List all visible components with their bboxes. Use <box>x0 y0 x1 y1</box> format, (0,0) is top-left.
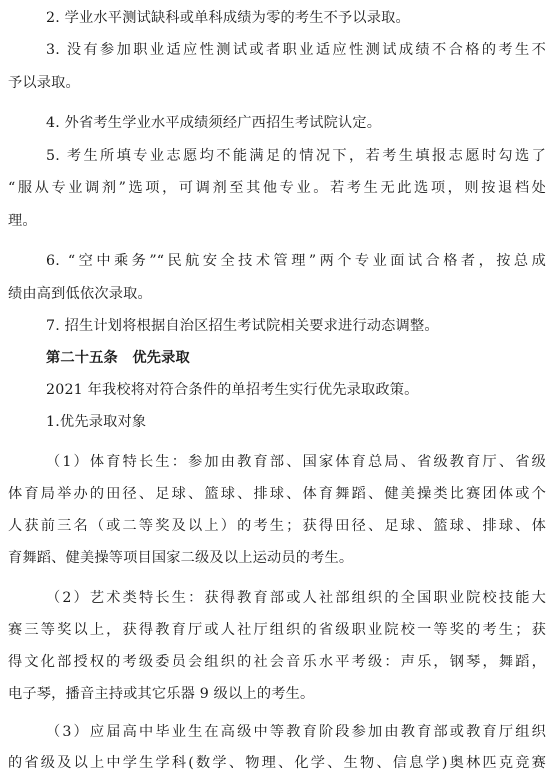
text-line: 电子琴，播音主持或其它乐器 9 级以上的考生。 <box>8 686 315 702</box>
text-line: （3）应届高中毕业生在高级中等教育阶段参加由教育部或教育厅组织 <box>46 724 546 740</box>
text-line: 育舞蹈、健美操等项目国家二级及以上运动员的考生。 <box>8 550 354 566</box>
text-line: “服从专业调剂”选项，可调剂至其他专业。若考生无此选项，则按退档处 <box>8 180 546 196</box>
text-line: 予以录取。 <box>8 75 80 91</box>
text-line: 的省级及以上中学生学科(数学、物理、化学、生物、信息学)奥林匹克竞赛 <box>8 755 546 771</box>
text-line: 体育局举办的田径、足球、篮球、排球、体育舞蹈、健美操类比赛团体或个 <box>8 486 546 502</box>
text-line: 3. 没有参加职业适应性测试或者职业适应性测试成绩不合格的考生不 <box>46 42 546 58</box>
text-line: 2. 学业水平测试缺科或单科成绩为零的考生不予以录取。 <box>46 10 410 26</box>
text-line: 5. 考生所填专业志愿均不能满足的情况下，若考生填报志愿时勾选了 <box>46 148 546 164</box>
text-line: 2021 年我校将对符合条件的单招考生实行优先录取政策。 <box>46 382 419 398</box>
text-line: 6. “空中乘务”“民航安全技术管理”两个专业面试合格者，按总成 <box>46 253 546 269</box>
text-line: 绩由高到低依次录取。 <box>8 286 152 302</box>
text-line: 赛三等奖以上，获得教育厅或人社厅组织的省级职业院校一等奖的考生；获 <box>8 622 546 638</box>
section-heading: 第二十五条 优先录取 <box>46 350 190 366</box>
text-line: 得文化部授权的考级委员会组织的社会音乐水平考级：声乐，钢琴，舞蹈， <box>8 654 546 670</box>
text-line: 7. 招生计划将根据自治区招生考试院相关要求进行动态调整。 <box>46 318 439 334</box>
text-line: 4. 外省考生学业水平成绩须经广西招生考试院认定。 <box>46 115 382 131</box>
text-line: （2）艺术类特长生：获得教育部或人社部组织的全国职业院校技能大 <box>46 590 546 606</box>
text-line: 理。 <box>8 213 37 229</box>
text-line: （1）体育特长生：参加由教育部、国家体育总局、省级教育厅、省级 <box>46 454 546 470</box>
text-line: 人获前三名（或二等奖及以上）的考生；获得田径、足球、篮球、排球、体 <box>8 518 546 534</box>
text-line: 1.优先录取对象 <box>46 414 147 430</box>
